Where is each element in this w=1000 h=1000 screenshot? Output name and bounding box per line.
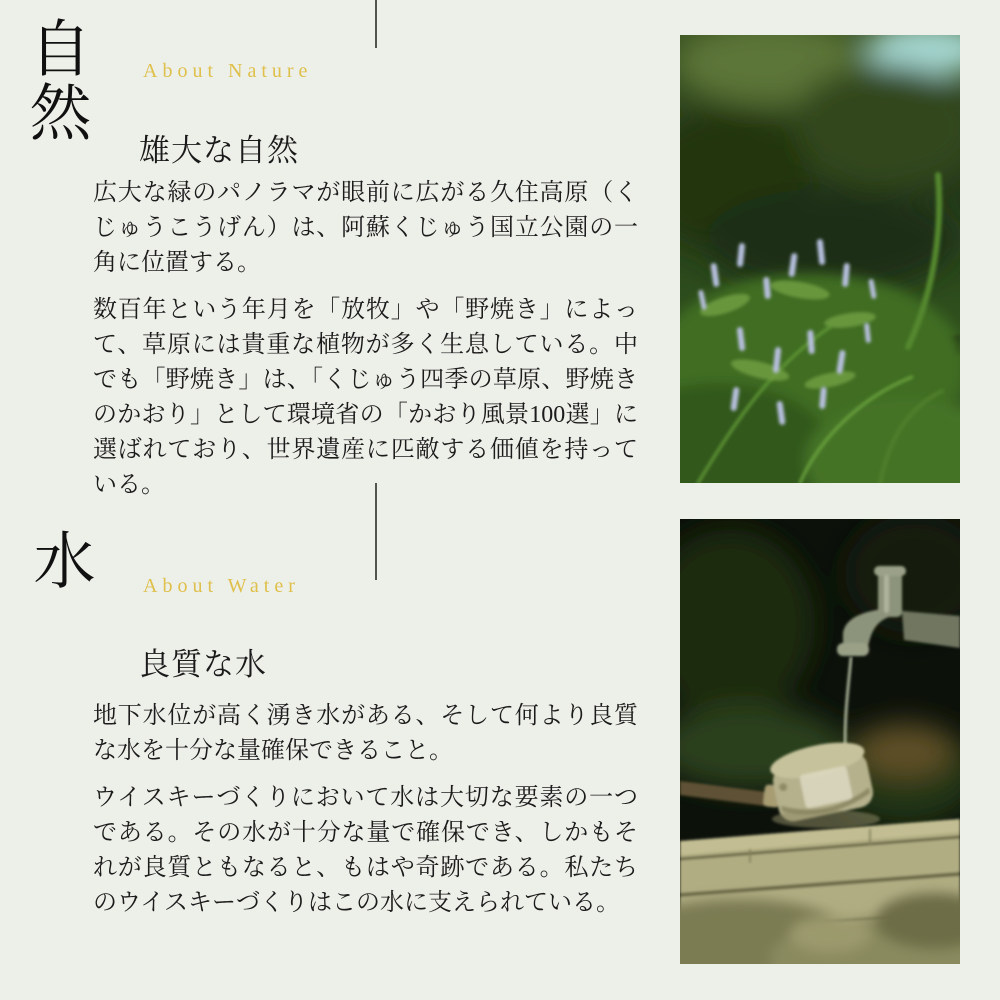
water-paragraph: 地下水位が高く湧き水がある、そして何より良質な水を十分な量確保できること。 (93, 703, 638, 764)
water-paragraph: ウイスキーづくりにおいて水は大切な要素の一つである。その水が十分な量で確保でき、しかもそれが良質ともなると、もはや奇跡である。私たちのウイスキーづくりはこの水に支えられている。 (93, 785, 638, 916)
nature-paragraph: 数百年という年月を「放牧」や「野焼き」によって、草原には貴重な植物が多く生息している。中でも「野焼き」は、「くじゅう四季の草原、野焼きのかおり」として環境省の「かおり風景100選」に選ばれており、世界遺産に匹敵する価値を持っている。 (93, 297, 638, 498)
nature-body-text (93, 176, 638, 515)
water-body-text (93, 699, 638, 933)
section-divider-line (375, 0, 377, 48)
water-vertical-kanji: 水 (24, 528, 92, 592)
water-photo (680, 519, 960, 964)
water-eyebrow-label: About Water (143, 575, 300, 597)
water-section-title: 良質な水 (139, 646, 267, 682)
nature-section-title: 雄大な自然 (139, 132, 299, 168)
nature-vertical-kanji: 自然 (20, 16, 88, 144)
nature-eyebrow-label: About Nature (143, 60, 313, 82)
nature-paragraph: 広大な緑のパノラマが眼前に広がる久住高原（くじゅうこうげん）は、阿蘇くじゅう国立公園の一角に位置する。 (93, 180, 638, 276)
section-divider-line (375, 483, 377, 580)
nature-photo (680, 35, 960, 483)
